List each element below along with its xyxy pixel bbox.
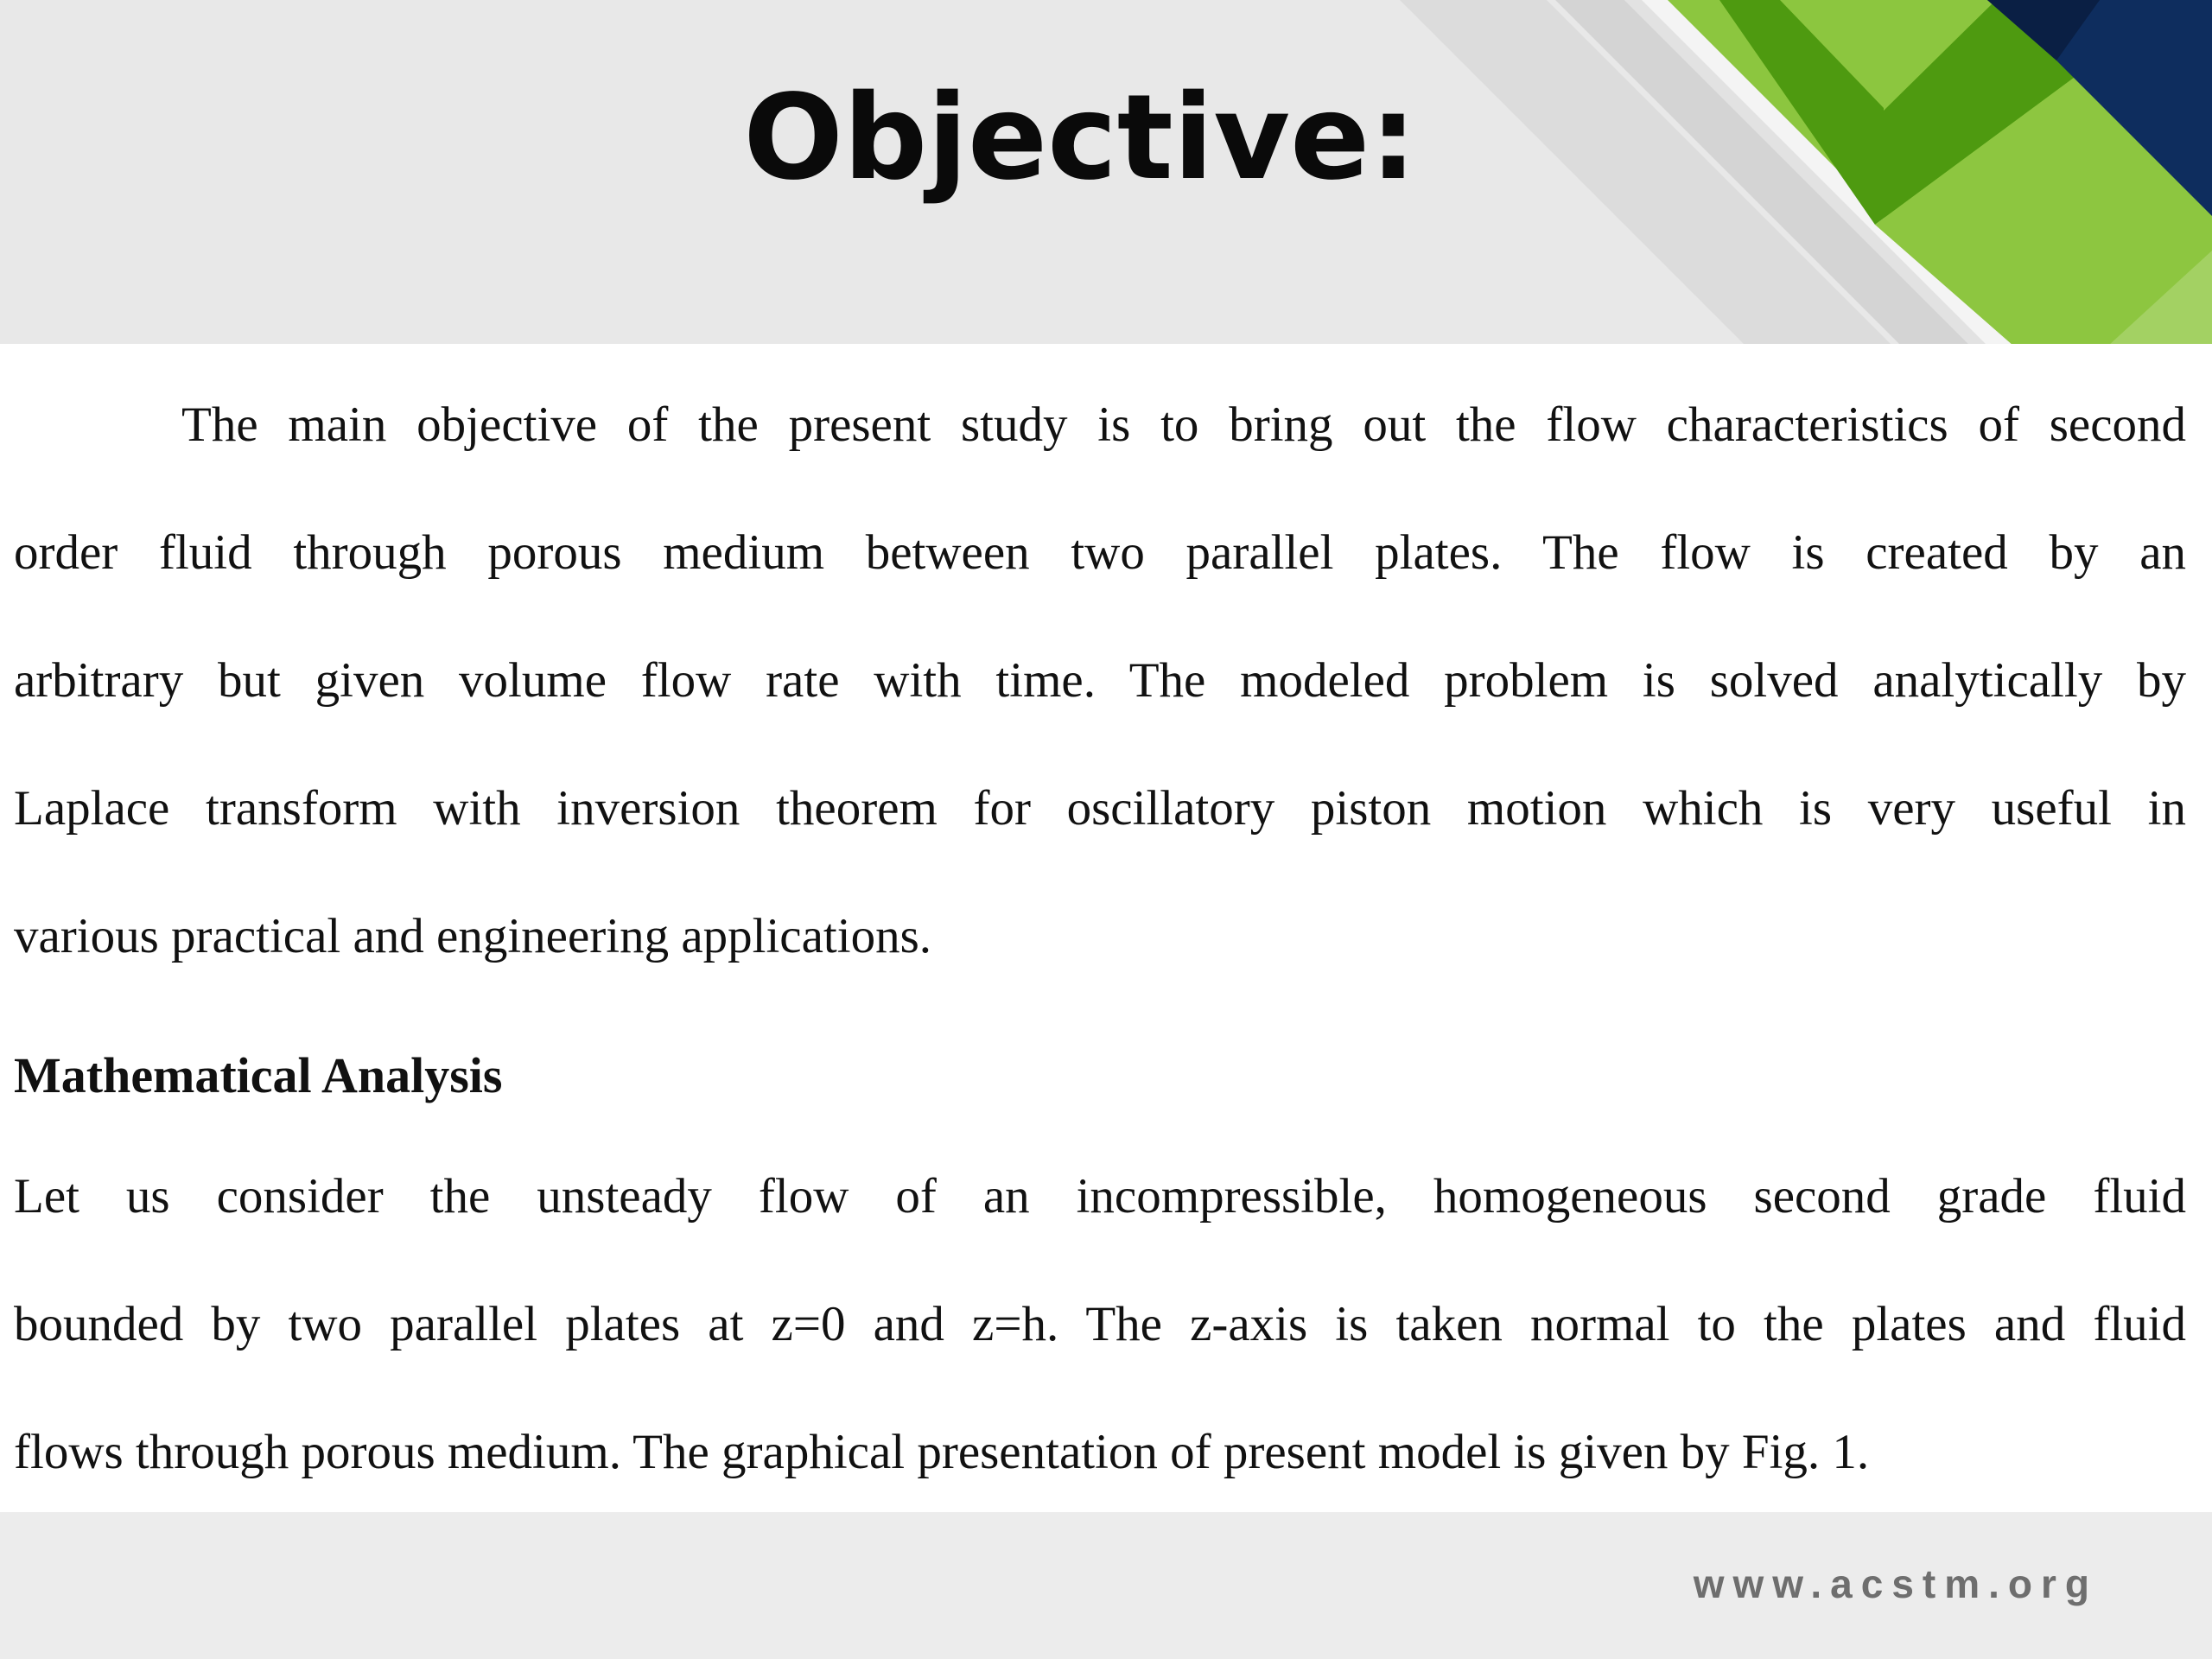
content-panel <box>0 344 2212 1512</box>
paragraph-line: Let us consider the unsteady flow of an incompressible, homogeneous second grade fluid <box>14 1169 2186 1224</box>
paragraph-line: Laplace transform with inversion theorem for oscillatory piston motion which is very useful in <box>14 781 2186 836</box>
footer-url: www.acstm.org <box>1693 1561 2098 1606</box>
slide-title: Objective: <box>743 70 1417 207</box>
paragraph-line: flows through porous medium. The graphical presentation of present model is given by Fig. 1. <box>14 1425 1870 1479</box>
section-heading: Mathematical Analysis <box>14 1047 503 1103</box>
paragraph-line: bounded by two parallel plates at z=0 and z=h. The z-axis is taken normal to the plates and fluid <box>14 1297 2186 1351</box>
paragraph-line: arbitrary but given volume flow rate with time. The modeled problem is solved analytically by <box>14 653 2186 708</box>
paragraph-line: various practical and engineering applications. <box>14 909 932 963</box>
objective-paragraph <box>14 380 2186 1020</box>
paragraph-line: order fluid through porous medium between two parallel plates. The flow is created by an <box>14 525 2186 580</box>
analysis-paragraph <box>14 1152 2186 1535</box>
paragraph-line: The main objective of the present study is to bring out the flow characteristics of second <box>181 397 2186 452</box>
